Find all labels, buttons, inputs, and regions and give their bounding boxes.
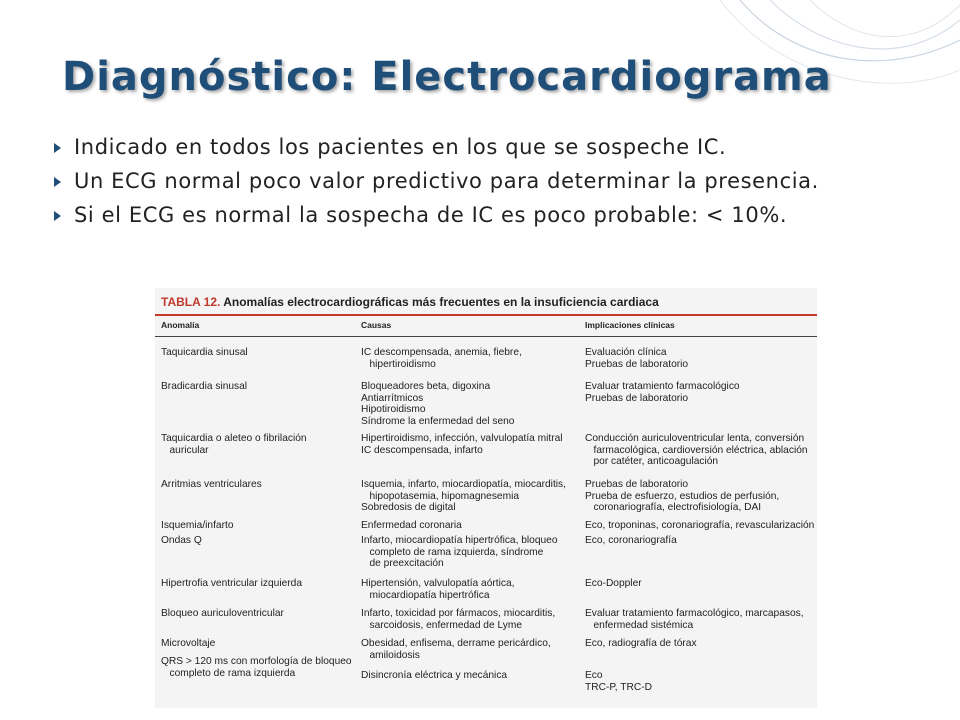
table-title: Anomalías electrocardiográficas más frecuentes en la insuficiencia cardiaca: [223, 295, 659, 309]
table-top-rule: [155, 314, 817, 316]
cell-anomalia: Ondas Q: [161, 535, 202, 546]
bullet-arrow-icon: [54, 211, 61, 221]
cell-causas: IC descompensada, anemia, fiebre, hipertiroidismo: [361, 347, 522, 370]
table-header-rule: [155, 336, 817, 337]
cell-implicaciones: Evaluar tratamiento farmacológico, marcapasos, enfermedad sistémica: [585, 608, 804, 631]
cell-anomalia: Isquemia/infarto: [161, 520, 234, 531]
slide-title: Diagnóstico: Electrocardiograma: [62, 54, 832, 100]
cell-implicaciones: Eco-Doppler: [585, 578, 642, 589]
table-caption: [161, 295, 659, 309]
cell-causas: Disincronía eléctrica y mecánica: [361, 670, 508, 681]
cell-causas: Hipertiroidismo, infección, valvulopatía mitral IC descompensada, infarto: [361, 433, 563, 456]
ecg-anomalies-table: [155, 288, 817, 708]
column-header-causas: Causas: [361, 320, 392, 330]
bullet-item: [52, 202, 912, 229]
bullet-text: Un ECG normal poco valor predictivo para determinar la presencia.: [74, 169, 819, 193]
cell-implicaciones: Evaluar tratamiento farmacológico Pruebas de laboratorio: [585, 381, 740, 404]
bullet-arrow-icon: [54, 177, 61, 187]
cell-anomalia: Taquicardia sinusal: [161, 347, 248, 358]
column-header-anomalia: Anomalía: [161, 320, 200, 330]
cell-causas: Infarto, miocardiopatía hipertrófica, bloqueo completo de rama izquierda, síndrome de preexcitación: [361, 535, 558, 569]
bullet-item: [52, 168, 912, 195]
cell-causas: Infarto, toxicidad por fármacos, miocarditis, sarcoidosis, enfermedad de Lyme: [361, 608, 556, 631]
cell-causas: Bloqueadores beta, digoxina Antiarrítmicos Hipotiroidismo Síndrome la enfermedad del seno: [361, 381, 515, 427]
bullet-text: Indicado en todos los pacientes en los que se sospeche IC.: [74, 135, 727, 159]
column-header-implicaciones: Implicaciones clínicas: [585, 320, 675, 330]
cell-anomalia: Bloqueo auriculoventricular: [161, 608, 284, 619]
cell-causas: Hipertensión, valvulopatía aórtica, miocardiopatía hipertrófica: [361, 578, 515, 601]
cell-anomalia: Bradicardia sinusal: [161, 381, 248, 392]
cell-anomalia: QRS > 120 ms con morfología de bloqueo completo de rama izquierda: [161, 656, 352, 679]
bullet-text: Si el ECG es normal la sospecha de IC es poco probable: < 10%.: [74, 203, 788, 227]
cell-implicaciones: Conducción auriculoventricular lenta, conversión farmacológica, cardioversión eléctrica, ablación por catéter, anticoagulación: [585, 433, 808, 467]
bullet-list: [52, 134, 912, 236]
cell-implicaciones: Eco, troponinas, coronariografía, revascularización: [585, 520, 815, 531]
cell-causas: Obesidad, enfisema, derrame pericárdico, amiloidosis: [361, 638, 551, 661]
cell-implicaciones: Eco, radiografía de tórax: [585, 638, 697, 649]
bullet-arrow-icon: [54, 143, 61, 153]
table-number: TABLA 12.: [161, 295, 221, 309]
cell-implicaciones: Eco, coronariografía: [585, 535, 677, 546]
cell-anomalia: Taquicardia o aleteo o fibrilación auricular: [161, 433, 307, 456]
cell-implicaciones: Evaluación clínica Pruebas de laboratorio: [585, 347, 689, 370]
cell-causas: Isquemia, infarto, miocardiopatía, miocarditis, hipopotasemia, hipomagnesemia Sobredosis de digital: [361, 479, 566, 513]
cell-anomalia: Hipertrofia ventricular izquierda: [161, 578, 302, 589]
cell-causas: Enfermedad coronaria: [361, 520, 462, 531]
bullet-item: [52, 134, 912, 161]
cell-implicaciones: Eco TRC-P, TRC-D: [585, 670, 652, 693]
cell-anomalia: Arritmias ventriculares: [161, 479, 262, 490]
cell-implicaciones: Pruebas de laboratorio Prueba de esfuerzo, estudios de perfusión, coronariografía, electrofisiología, DAI: [585, 479, 780, 513]
cell-anomalia: Microvoltaje: [161, 638, 216, 649]
